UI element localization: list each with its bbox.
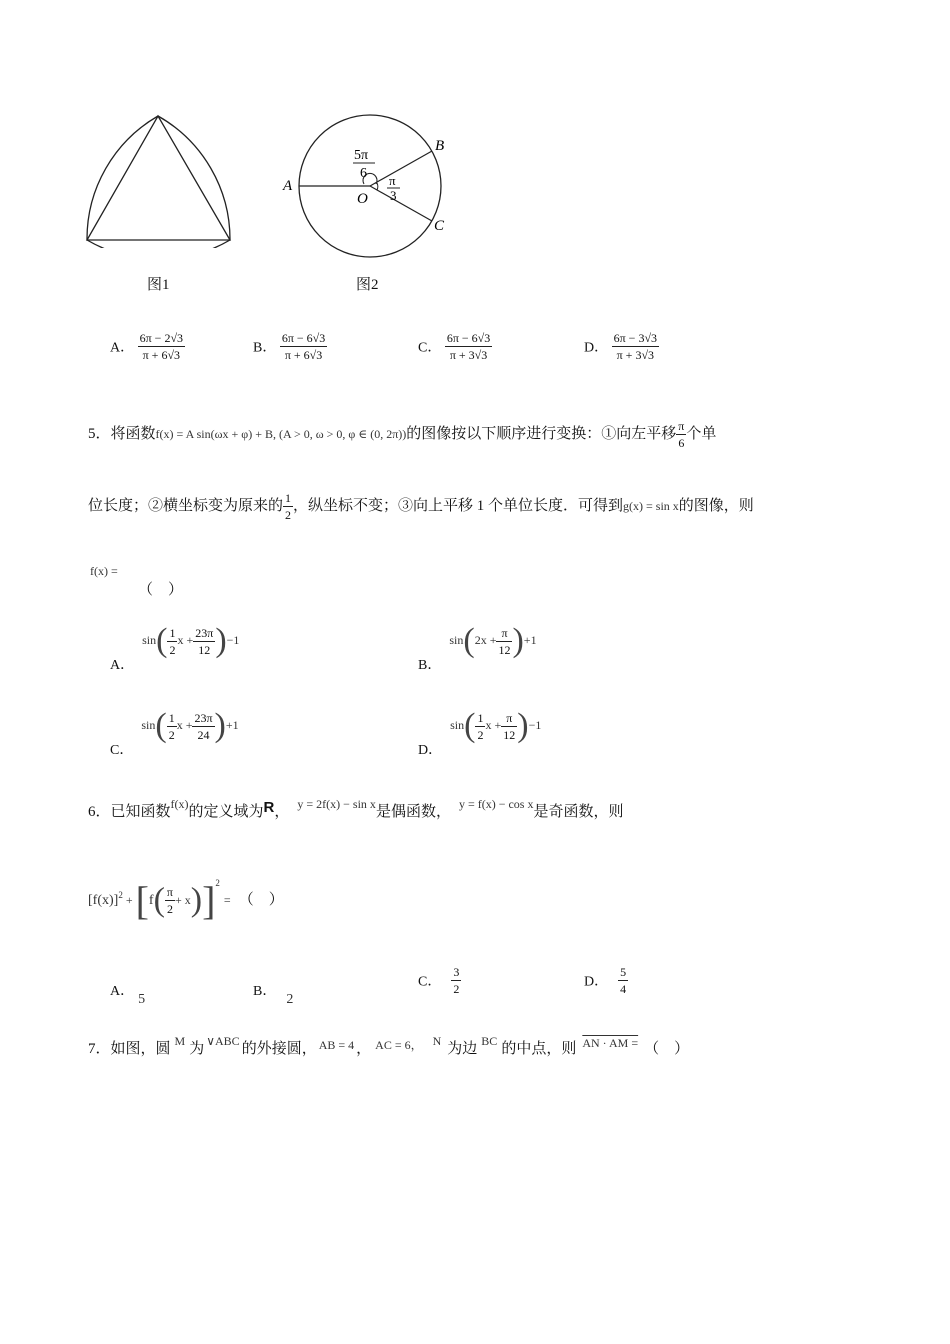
option-letter: C． xyxy=(418,340,442,356)
figure-1-caption: 图1 xyxy=(147,277,170,293)
option-fraction: $\frac{6\pi - 6√3}{\pi + 6√3}$ xyxy=(281,331,326,362)
q4-option-d[interactable] xyxy=(584,330,659,363)
q5-shift-fraction: $\frac{\pi}{6}$ xyxy=(678,419,685,450)
figure-1-reuleaux-triangle xyxy=(80,108,240,248)
label-O: O xyxy=(357,191,368,207)
q6-option-a[interactable]: A．5 xyxy=(110,984,146,1007)
q5-option-c[interactable]: C．sin( $\frac{1}{2}$ x + $\frac{23\pi}{24}$ )+1 xyxy=(110,707,239,758)
q5-line-2: 位长度；②横坐标变为原来的 $\frac{1}{2}$ ，纵坐标不变；③向上平移 1 个单位长度．可得到g(x) = sin x的图像，则 xyxy=(88,491,754,522)
angle-small-num: π xyxy=(389,173,396,188)
label-A: A xyxy=(283,178,293,194)
label-C: C xyxy=(434,218,445,234)
q5-blank: （ ） xyxy=(138,582,184,598)
q6-expression: $[f(x)]^2 +[f$( $\frac{\pi}{2}$ + x)]$^2$= （ ） xyxy=(88,877,284,923)
q5-line-3: f(x) = xyxy=(90,564,118,578)
q5-scale-fraction: $\frac{1}{2}$ xyxy=(285,491,292,522)
q6-option-d[interactable]: D． $\frac{5}{4}$ xyxy=(584,965,627,996)
option-letter: A． xyxy=(110,340,135,356)
q4-option-c[interactable] xyxy=(418,330,492,363)
label-B: B xyxy=(435,138,445,154)
q6-line-1: 6．已知函数$^{f(x)}$的定义域为R， $^{y = 2f(x) - sin x}$是偶函数， $^{y = f(x) - cos x}$是奇函数，则 xyxy=(88,797,624,820)
q5-option-a[interactable]: A．sin( $\frac{1}{2}$ x + $\frac{23\pi}{12}$ )−1 xyxy=(110,622,240,673)
q4-option-b[interactable] xyxy=(253,330,327,363)
q5-formula-g: g(x) = sin x xyxy=(623,498,679,513)
option-letter: B． xyxy=(253,340,277,356)
q6-option-b[interactable]: B．2 xyxy=(253,984,294,1007)
q7-line-1: 7．如图，圆 $^M$ 为 $^{\vee ABC}$ 的外接圆， $^{AB = 4}$ ， $^{AC = 6,}$ $^N$ 为边 $^{BC}$ 的中点，则 $^{AN \cdot AM =}$ （ ） xyxy=(88,1034,690,1057)
q5-option-b[interactable]: B．sin(2x + $\frac{\pi}{12}$ )+1 xyxy=(418,622,537,673)
option-fraction: $\frac{6\pi - 2√3}{\pi + 6√3}$ xyxy=(139,331,184,362)
option-fraction: $\frac{6\pi - 6√3}{\pi + 3√3}$ xyxy=(446,331,491,362)
angle-big-den: 6 xyxy=(360,166,367,181)
q5-line-1: 5．将函数f(x) = A sin(ωx + φ) + B, (A > 0, ω > 0, φ ∈ (0, 2π))的图像按以下顺序进行变换：①向左平移 $\frac{\pi}{6}$ 个单 xyxy=(88,419,717,450)
q6-option-c[interactable]: C． $\frac{3}{2}$ xyxy=(418,965,460,996)
figure-2-circle-sectors xyxy=(280,108,460,268)
q5-option-d[interactable]: D．sin( $\frac{1}{2}$ x + $\frac{\pi}{12}$ )−1 xyxy=(418,707,542,758)
option-fraction: $\frac{6\pi - 3√3}{\pi + 3√3}$ xyxy=(613,331,658,362)
figure-2-caption: 图2 xyxy=(356,277,379,293)
option-letter: D． xyxy=(584,340,609,356)
angle-big-num: 5π xyxy=(354,148,369,163)
q5-formula-f: f(x) = A sin(ωx + φ) + B, (A > 0, ω > 0, φ ∈ (0, 2π)) xyxy=(155,426,407,441)
q4-option-a[interactable] xyxy=(110,330,185,363)
angle-small-den: 3 xyxy=(390,188,397,203)
